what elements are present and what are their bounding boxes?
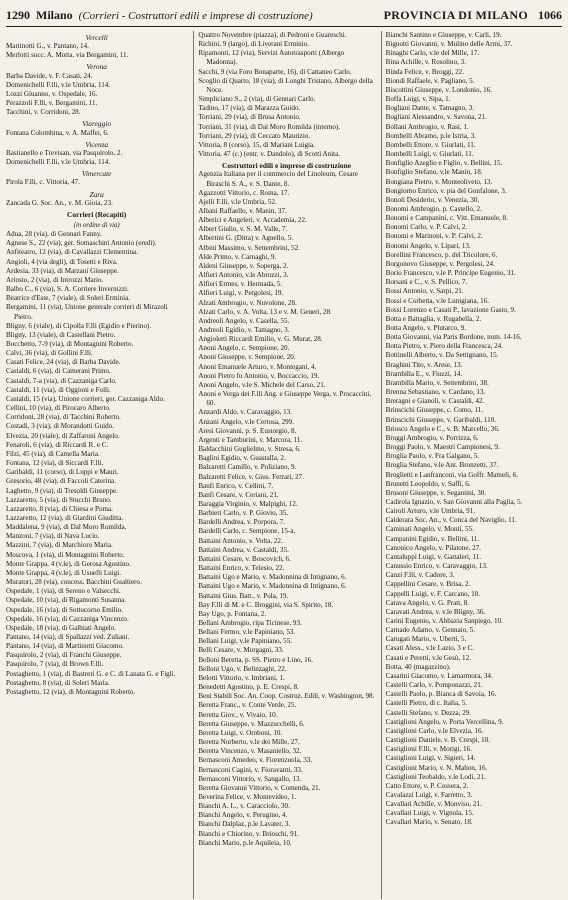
directory-entry: Bollani Ambrogio, v. Rasi, 1. <box>385 122 469 131</box>
directory-entry: Balbo C., 6 (via), S. A. Corriere Invernizzi. <box>6 285 129 294</box>
directory-entry: Tadino, 17 (via), di Marazza Guido. <box>198 104 301 113</box>
directory-entry: Boffa Luigi, v. Sipa, 1. <box>385 95 451 104</box>
directory-entry: Scoglio di Quarto, 18 (via), di Longhi Tristano, Albergo della Noce. <box>198 76 373 94</box>
directory-entry: Botta Giovanni, via Paris Bordone, num. 14-16. <box>385 333 522 342</box>
directory-entry: Beverina Felice, v. Montevideo, 1. <box>198 792 297 801</box>
page-header <box>6 8 562 27</box>
directory-entry: Bonomi e Campanini, c. Vitt. Emanuele, 8. <box>385 214 508 223</box>
directory-entry: Pasquirolo, 7 (via), di Brown F.lli. <box>6 660 104 669</box>
directory-entry: Barba Davide, v. F. Casati, 24. <box>6 71 93 80</box>
directory-entry: Pirola F.lli, c. Vittoria, 47. <box>6 178 80 187</box>
directory-entry: Cappelli Luigi, v. F. Carcano, 10. <box>385 589 480 598</box>
directory-entry: Botta, 40 (magazzino). <box>385 662 451 671</box>
directory-entry: Bonomi Ambrogio, p. Castello, 2. <box>385 204 482 213</box>
directory-entry: Belloni Beretta, p. SS. Pietro e Lino, 16. <box>198 655 313 664</box>
directory-entry: Pantano, 14 (via), di Martinotti Giacomo. <box>6 642 124 651</box>
directory-entry: Angioletti Riccardi Emilio, v. G. Murat, 28. <box>198 335 323 344</box>
directory-entry: Botta Angelo, v. Plutarco, 9. <box>385 324 466 332</box>
directory-entry: Cairoli Arturo, v.le Umbria, 91. <box>385 507 476 516</box>
directory-entry: Quattro Novembre (piazza), di Pedroni e Guareschi. <box>198 31 347 39</box>
directory-entry: Battaini Andrea, v. Castaldi, 35. <box>198 545 289 554</box>
directory-entry: Castelli Carlo, v. Pomponazzi, 21. <box>385 681 483 690</box>
directory-entry: Alfieri Antonio, v.le Abruzzi, 3. <box>198 271 289 280</box>
directory-entry: Calderara Soc. An., v. Conca del Naviglio, 11. <box>385 516 517 525</box>
directory-entry: Bombelli Ettore, v. Giurlati, 11. <box>385 140 476 149</box>
directory-entry: Bossi e Corbetta, v.le Lunigiana, 16. <box>385 296 490 305</box>
directory-entry: Bligny, 6 (viale), di Cipolla F.lli (Egidio e Pierino). <box>6 321 152 330</box>
directory-entry: Bocchetto, 7-9 (via), di Montagnini Roberto. <box>6 340 134 348</box>
directory-entry: Argenti e Tamburini, v. Marcora, 11. <box>198 435 303 444</box>
directory-entry: Bianchi Angelo, v. Perugino, 4. <box>198 811 288 820</box>
directory-entry: Brinscichi Giuseppe, v. Garibaldi, 110. <box>385 415 497 424</box>
directory-entry: Binda Felice, v. Broggi, 22. <box>385 67 465 76</box>
directory-entry: Elvezia, 20 (viale), di Zaffaroni Angelo. <box>6 431 120 440</box>
page-number: 1290 <box>6 8 30 22</box>
directory-entry: Bianchi Mario, p.le Aquileia, 10. <box>198 838 292 847</box>
directory-entry: Castaldi, 6 (via), di Camerani Primo. <box>6 367 111 376</box>
directory-entry: Torriani, 29 (via), di Brusa Antonio. <box>198 113 301 122</box>
listing-columns <box>6 31 562 899</box>
directory-entry: Fontana Colombina, v. A. Maffei, 6. <box>6 128 109 137</box>
section-heading: Vimercate <box>81 169 112 179</box>
directory-entry: Castelli Pietro, di c. Italia, 5. <box>385 699 468 708</box>
directory-entry: Broglia Paolo, v. Fra Galgano, 5. <box>385 452 480 461</box>
directory-entry: Pantano, 14 (via), di Spallazzi ved. Zuliani. <box>6 633 130 641</box>
directory-entry: Canonico Angelo, v. Pilatone, 27. <box>385 543 481 552</box>
directory-entry: Bongiana Pietro, v. Monteoliveto, 13. <box>385 177 493 186</box>
directory-entry: Bernasconi Cagini, v. Fioravanti, 33. <box>198 765 303 774</box>
directory-entry: Braghini Tito, v. Arese, 13. <box>385 360 463 369</box>
directory-entry: Adua, 28 (via), di Gennari Fanny. <box>6 230 102 239</box>
directory-entry: Alberici e Angeleri, v. Accademia, 22. <box>198 216 307 225</box>
directory-entry: Beretta Giov., v. Vivaio, 10. <box>198 710 278 719</box>
directory-entry: Bottinelli Alberto, v. Da Settignano, 15. <box>385 351 499 360</box>
directory-entry: Bonomi Angelo, v. Lipari, 13. <box>385 241 471 250</box>
directory-entry: Biondi Raffaele, v. Pagliano, 5. <box>385 76 475 85</box>
directory-entry: Gresorio, 48 (via), di Faccoli Caterina. <box>6 477 116 486</box>
directory-entry: Domenichelli F.lli, v.le Umbria, 114. <box>6 158 111 167</box>
directory-entry: Castiglioni F.lli, v. Morigi, 16. <box>385 745 472 754</box>
directory-entry: Agazzotti Vittorio, c. Roma, 17. <box>198 188 290 197</box>
directory-entry: Martinotti G., v. Pantano, 14. <box>6 42 89 51</box>
directory-entry: Torriani, 31 (via), di Dal Moro Romilda (interno). <box>198 122 341 131</box>
directory-entry: Belli Cesare, v. Morgagni, 33. <box>198 646 284 655</box>
directory-entry: Ospedale, 1 (via), di Sereno e Valsecchi. <box>6 587 121 596</box>
directory-entry: Bernasconi Vittorio, v. Sangallo, 13. <box>198 774 302 783</box>
directory-entry: Casati Aless., v.le Lazio, 3 e C. <box>385 644 475 653</box>
directory-entry: Anoni Emanuele Arturo, v. Montegani, 4. <box>198 362 317 371</box>
directory-entry: Bonfiglio Azeglio e Figlio, v. Bellini, 15. <box>385 159 503 168</box>
directory-entry: Lozzi Giuanno, v. Ospedale, 16. <box>6 89 98 98</box>
directory-entry: Bianchi A. L., v. Caracciolo, 30. <box>198 802 290 811</box>
directory-entry: Filzi, 45 (via), di Camella Maria. <box>6 449 100 458</box>
directory-entry: Ospedale, 10 (via), di Rigamonti Susanna. <box>6 596 127 605</box>
directory-entry: Castelli Stefano, v. Dezza, 29. <box>385 708 472 717</box>
directory-entry: Lazzaretto, 5 (via), di Stucchi Bruno. <box>6 495 112 504</box>
directory-entry: Beretta Luigi, v. Oroboni, 10. <box>198 728 283 737</box>
directory-entry: Bonomi Carlo, v. P. Calvi, 2. <box>385 223 468 232</box>
directory-entry: Monte Grappa, 4 (v.le), di Usuelli Luigi. <box>6 568 121 577</box>
section-heading: Vicenza <box>85 139 109 149</box>
directory-entry: Carini Eugenio, v. Abbazia Sanpiego, 10. <box>385 617 503 625</box>
directory-entry: Borio Francesco, v.le P. Principe Eugenio, 31. <box>385 269 516 278</box>
directory-entry: Casati e Peretti, v.le Gesù, 12. <box>385 653 471 662</box>
directory-entry: Beni Stabili Soc. An. Coop. Costruz. Edili, v. Washington, 98. <box>198 692 375 701</box>
directory-entry: Muratori, 28 (via), concess. Bacchini Gualtiero. <box>6 578 142 587</box>
directory-entry: Brunetti Leopoldo, v. Saffi, 6. <box>385 479 471 488</box>
directory-entry: Castiglioni Teobaldo, v.le Lodi, 21. <box>385 772 486 781</box>
directory-entry: Bellani Luigi, v.le Papiniano, 55. <box>198 637 293 646</box>
directory-entry: Beretta Vincenzo, v. Masaniello, 32. <box>198 747 302 756</box>
province-title: PROVINCIA DI MILANO <box>383 8 528 22</box>
directory-entry: Anoni Angelo, c. Sempione, 20. <box>198 344 290 353</box>
directory-entry: Castiglioni Carlo, v.le Elvezia, 16. <box>385 726 484 735</box>
directory-entry: Briosco Angelo e C., v. B. Marcello, 36. <box>385 424 500 433</box>
column-2 <box>193 31 374 899</box>
directory-entry: Sacchi, 9 (via Foro Bonaparte, 16), di Cattaneo Carlo. <box>198 67 352 76</box>
directory-entry: Castiglioni Angelo, v. Porta Vercellina, 9. <box>385 717 504 726</box>
directory-entry: Richini, 9 (largo), di Liverani Erminio. <box>198 40 309 49</box>
column-1 <box>6 31 187 899</box>
directory-entry: Bianchi e Chiorino, v. Brioschi, 91. <box>198 829 299 838</box>
directory-entry: Broglietti e Lanfranconi, via Goffr. Mameli, 6. <box>385 470 518 479</box>
section-heading: Viareggio <box>82 119 112 129</box>
directory-entry: Casarini Giacomo, v. Lamarmora, 34. <box>385 671 493 680</box>
column-3 <box>381 31 562 899</box>
directory-entry: Anzani Angelo, v.le Certosa, 299. <box>198 417 295 426</box>
directory-entry: Calvi, 36 (via), di Gollini F.lli. <box>6 349 93 358</box>
directory-entry: Beretta Giovanni Vittorio, v. Comenda, 21. <box>198 783 321 792</box>
directory-entry: Banfi Cesare, v. Ceriani, 21. <box>198 490 279 499</box>
directory-entry: Bonoli Desiderio, v. Venezia, 30. <box>385 195 480 204</box>
directory-entry: Simpliciano S., 2 (via), di Gennari Carlo. <box>198 95 316 104</box>
directory-entry: Bossi Lorenzo e Casati P., lavazione Gasto, 9. <box>385 305 516 314</box>
directory-entry: Bligny, 13 (viale), di Castellani Pietro. <box>6 330 116 339</box>
directory-entry: Andreoli Egidio, v. Tamagno, 3. <box>198 326 290 334</box>
directory-entry: Albani Raffaello, v. Manin, 37. <box>198 206 287 215</box>
directory-entry: Baraggia Virginio, v. Malpighi, 12. <box>198 499 298 508</box>
directory-entry: Garibaldi, 11 (corso), di Luppi e Mauri. <box>6 468 119 477</box>
directory-entry: Anfiteatro, 12 (via), di Cavallazzi Clementina. <box>6 248 138 257</box>
section-heading: Costruttori edili e imprese di costruzione <box>222 161 351 171</box>
directory-entry: Ajelli F.lli, v.le Umbria, 52. <box>198 197 277 206</box>
directory-entry: Corridoni, 28 (via), di Tacchini Roberto. <box>6 413 121 422</box>
directory-entry: Bianchi Dalplaz, p.le Lavater, 3. <box>198 820 291 829</box>
directory-entry: Laghetto, 9 (via), di Tresoldi Giuseppe. <box>6 486 118 495</box>
directory-entry: Bay F.lli di M. e C. Broggini, via S. Spirito, 18. <box>198 600 334 609</box>
directory-entry: Cavallari Achille, v. Monviso, 21. <box>385 800 482 809</box>
section-heading: Corrieri (Recapiti) <box>67 209 127 219</box>
directory-entry: Broggi Ambrogio, v. Porrizza, 6. <box>385 433 479 442</box>
directory-entry: Brusoni Giuseppe, v. Segantini, 30. <box>385 488 487 497</box>
directory-entry: Balzaretti Felice, v. Gius. Ferrari, 27. <box>198 472 304 481</box>
directory-entry: Domenichelli F.lli, v.le Umbria, 114. <box>6 80 111 89</box>
directory-entry: Bastianello e Trevisan, via Pasquirolo, 2. <box>6 148 123 157</box>
directory-entry: Andreoli Angelo, v. Casella, 55. <box>198 316 290 325</box>
directory-entry: Albertini G. (Ditta) v. Agnello, 5. <box>198 234 294 243</box>
directory-entry: Cavalazzi Luigi, v. Farretto, 3. <box>385 790 473 799</box>
directory-entry: Bardelli Carlo, c. Sempione, 15-a. <box>198 527 296 536</box>
directory-entry: Castiglioni Mario, v. N. Mahon, 16. <box>385 763 488 772</box>
directory-entry: Pasquirolo, 2 (via), di Franchi Giuseppe. <box>6 651 122 660</box>
directory-entry: Beretta Franc., v. Conte Verde, 25. <box>198 701 297 710</box>
directory-entry: Bellani Ambrogio, ripa Ticinese, 93. <box>198 619 302 627</box>
directory-entry: Campanini Egidio, v. Bellini, 11. <box>385 534 480 543</box>
directory-entry: Bernasconi Amedeo, v. Fiorenzuola, 33. <box>198 756 313 765</box>
directory-entry: Moscova, 1 (via), di Montagnini Roberto. <box>6 550 125 559</box>
directory-entry: Botta Pietro, v. Piero della Francesca, 24. <box>385 342 504 351</box>
directory-entry: Broggi Paolo, v. Maestri Campionesi, 9. <box>385 443 500 452</box>
directory-entry: Catto Ettore, v. P. Cossera, 2. <box>385 781 469 790</box>
directory-entry: Angioli, 4 (via degli), di Tosetti e Riva. <box>6 257 118 266</box>
directory-entry: Brenna Sebastiano, v. Cardano, 13. <box>385 388 486 397</box>
directory-entry: Fenaroli, 6 (via), di Riccardi R. e C. <box>6 440 109 449</box>
directory-entry: Bardelli Andrea, v. Porpora, 7. <box>198 518 285 527</box>
city-name: Milano <box>36 8 73 22</box>
directory-entry: Maddalena, 9 (via), di Dal Moro Romilda. <box>6 523 127 532</box>
directory-entry: Castiglioni Daniele, v. B. Crespi, 10. <box>385 736 491 745</box>
directory-entry: Ospedale, 18 (via), di Galbiati Angelo. <box>6 623 116 632</box>
directory-entry: Canussio Enrico, v. Caravaggio, 13. <box>385 562 488 571</box>
directory-entry: Castaldi, 7-a (via), di Cazzaniga Carlo. <box>6 376 117 385</box>
directory-entry: Lazzaretto, 8 (via), di Chiesa e Poma. <box>6 504 113 513</box>
section-heading: Zara <box>89 189 104 199</box>
page-subtitle: (Corrieri - Costruttori edili e imprese di costruzione) <box>78 10 313 22</box>
directory-entry: Castaldi, 15 (via), Unione corrieri, ger. Cazzaniga Aldo. <box>6 394 165 403</box>
directory-entry: Albert Giulio, v. S. M. Valle, 7. <box>198 225 288 234</box>
directory-entry: Aresi Giovanni, p. S. Eustorgio, 8. <box>198 426 297 435</box>
directory-entry: Castelli Paolo, p. Bianca di Savoia, 16. <box>385 690 497 699</box>
directory-entry: Zancada G. Soc. An., v. M. Gioia, 23. <box>6 198 113 207</box>
directory-entry: Bonfiglio Stefano, v.le Manin, 18. <box>385 168 483 177</box>
directory-entry: Canzi F.lli, v. Cadore, 3. <box>385 571 455 580</box>
directory-entry: Alzati Carlo, v. A. Volta, 13 e v. M. Generi, 28. <box>198 307 332 316</box>
directory-entry: Bongiorno Enrico, v. pia del Gonfalone, 3. <box>385 186 507 195</box>
directory-entry: Bignotti Giovanni, v. Mulino delle Armi, 37. <box>385 40 513 49</box>
directory-entry: Binaghi Carlo, v.le del Mille, 17. <box>385 49 480 58</box>
right-page-number: 1066 <box>538 8 562 22</box>
directory-entry: Belotti Vittorio, v. Imbriani, 1. <box>198 673 285 682</box>
directory-entry: Merlotti succ. A. Motta, via Bergamini, 11. <box>6 51 129 60</box>
directory-entry: Castaldi, 11 (via), di Oggioni e Folli. <box>6 385 111 394</box>
directory-entry: Breragni e Gianoli, v. Castaldi, 42. <box>385 397 485 406</box>
directory-entry: Beretta Norberto, v.le dei Mille, 27. <box>198 738 300 747</box>
directory-entry: Cappellini Cesare, v. Brisa, 2. <box>385 580 471 589</box>
directory-entry: Anzardi Aldo, v. Caravaggio, 13. <box>198 408 293 417</box>
directory-entry: Cavallari Mario, v. Senato, 18. <box>385 818 473 827</box>
directory-entry: Bombelli Luigi, v. Giurlati, 11. <box>385 150 474 159</box>
directory-entry: Borellini Francesco, p. del Tricolore, 6. <box>385 250 498 259</box>
directory-entry: Fontana, 12 (via), di Siccardi F.lli. <box>6 459 104 468</box>
directory-entry: Banfi Enrico, v. Cellini, 7. <box>198 481 274 490</box>
directory-entry: Perazzoli F.lli, v. Bergamini, 11. <box>6 99 98 108</box>
section-heading: (in ordine di via) <box>73 221 120 229</box>
directory-entry: Alde Primo, v. Carnaghi, 9. <box>198 252 277 261</box>
directory-entry: Brinscichi Giuseppe, c. Como, 11. <box>385 406 484 415</box>
directory-entry: Torriani, 29 (via), di Ceccato Maurizio. <box>198 131 311 140</box>
directory-entry: Anoni e Verga dei F.lli Ang. e Giuseppe Verga, v. Procaccini, 60. <box>198 390 372 408</box>
directory-entry: Caminati Angelo, v. Monti, 55. <box>385 525 474 534</box>
directory-entry: Bossi Antonio, v. Sarpi, 21. <box>385 287 464 296</box>
directory-entry: Castiglioni Luigi, v. Sigieri, 14. <box>385 754 476 763</box>
directory-entry: Bonomi e Marinoni, v. P. Calvi, 2. <box>385 232 483 241</box>
directory-entry: Brambilla Mario, v. Settembrini, 38. <box>385 378 489 387</box>
directory-entry: Battaini Cesare, v. Boscovich, 6. <box>198 554 291 563</box>
directory-entry: Broglia Stefano, v.le Ant. Bronzetti, 37. <box>385 461 499 470</box>
directory-entry: Battaini Ugo e Mario, v. Madonnina di Intignano, 6. <box>198 582 347 591</box>
directory-entry: Postaghetto, 12 (via), di Montagnini Roberto. <box>6 687 136 696</box>
directory-entry: Anoni Giuseppe, v. Sempione, 20. <box>198 353 296 362</box>
directory-entry: Manzoni, 7 (via), di Nava Lucio. <box>6 532 100 541</box>
section-heading: Vercelli <box>85 33 108 42</box>
directory-entry: Cadirola Ignazio, v. San Giovanni alla Paglia, 5. <box>385 497 523 506</box>
directory-entry: Mazzini, 7 (via), di Marchioro Maria. <box>6 541 113 550</box>
directory-entry: Barbieri Carlo, v. P. Giovio, 35. <box>198 509 289 518</box>
directory-entry: Biscottini Giuseppe, v. Londonio, 16. <box>385 85 492 94</box>
directory-entry: Baglini Egidio, v. Guastalla, 2. <box>198 454 286 463</box>
directory-entry: Battaini Gius. Batt., v. Pola, 19. <box>198 591 289 600</box>
directory-entry: Bina Achille, v. Rosolino, 3. <box>385 58 466 67</box>
directory-entry: Vittoria, 47 (c.) (entr. v. Dandolo), di Scotti Anita. <box>198 150 341 159</box>
directory-entry: Bergamini, 11 (via), Unione generale corrieri di Mirazoli Pietro. <box>6 303 168 321</box>
directory-entry: Albini Massimo, v. Settembrini, 52. <box>198 243 300 252</box>
directory-entry: Cavallari Luigi, v. Vignola, 15. <box>385 809 474 818</box>
directory-entry: Ripamonti, 12 (via), Servizi Autotrasporti (Albergo Madonna). <box>198 49 345 67</box>
directory-entry: Postaghetto, 1 (via), di Bastreri G. e C. di Lanata G. e Figli. <box>6 669 176 678</box>
directory-entry: Postaghetto, 8 (via), di Soleri Maria. <box>6 678 110 687</box>
directory-entry: Carugati Mario, v. Uberti, 5. <box>385 635 467 644</box>
directory-entry: Monte Grappa, 4 (v.le), di Gerosa Agostino. <box>6 559 131 568</box>
directory-entry: Costadi, 3 (via), di Morandotti Guido. <box>6 422 114 431</box>
directory-entry: Carnado Adamo, v. Gennaio, 5. <box>385 626 476 635</box>
directory-entry: Ariosto, 2 (via), di Introzzi Mario. <box>6 275 104 284</box>
directory-entry: Brambilla E., v. Fiuzzi, 14. <box>385 369 463 378</box>
directory-entry: Bombelli Abramo, p.le Istria, 3. <box>385 131 476 140</box>
directory-entry: Tacchini, v. Corridoni, 28. <box>6 108 81 117</box>
section-heading: Verona <box>86 62 107 72</box>
directory-entry: Bogliani Alessandro, v. Savona, 21. <box>385 113 487 122</box>
directory-entry: Carava Angelo, v. G. Pratt, 8. <box>385 598 470 607</box>
directory-entry: Benedetti Agostino, p. E. Crespi, 8. <box>198 683 299 692</box>
directory-entry: Cantaluppi Luigi, v. Gattaleri, 11. <box>385 552 482 561</box>
directory-entry: Bellani Fermo, v.le Papiniano, 53. <box>198 628 296 637</box>
directory-entry: Alfieri Ermes, v. Hermada, 5. <box>198 280 283 289</box>
directory-entry: Anoni Pietro fu Antonio, v. Boccaccio, 19. <box>198 371 320 380</box>
directory-entry: Botta e Battaglia, v. Rugabella, 2. <box>385 314 482 323</box>
directory-entry: Beatrice d'Este, 7 (viale), di Soleri Erminia. <box>6 294 130 303</box>
directory-entry: Casati Felice, 24 (via), di Barba Davide. <box>6 358 121 367</box>
directory-entry: Alfieri Luigi, v. Pergolesi, 19. <box>198 289 284 298</box>
directory-entry: Alzati Ambrogio, v. Nuvolone, 28. <box>198 298 297 307</box>
directory-entry: Borsani e C., v. S. Pellico, 7. <box>385 278 468 287</box>
directory-entry: Battaini Ugo e Mario, v. Madonnina di Intignano, 6. <box>198 573 347 582</box>
directory-entry: Agnese S., 22 (via), ger. Somaschini Antonio (eredi). <box>6 239 157 248</box>
directory-entry: Balzaretti Camillo, v. Poliziano, 9. <box>198 463 297 472</box>
directory-entry: Caravati Andrea, v. v.le Bligny, 36. <box>385 607 486 616</box>
directory-entry: Ardesia, 33 (via), di Marzani Giuseppe. <box>6 266 119 275</box>
directory-entry: Vittoria, 8 (corso), 15, di Mariani Luigia. <box>198 140 315 149</box>
directory-entry: Cellini, 10 (via), di Pirocaro Alberto. <box>6 404 111 413</box>
directory-entry: Ospedale, 16 (via), di Sottocorno Emilio. <box>6 605 124 614</box>
directory-entry: Agenzia Italiana per il commercio del Linoleum, Cesare Biraschi S. A., v. S. Dante, 8. <box>198 170 358 188</box>
directory-entry: Battaini Antonio, v. Volta, 22. <box>198 536 283 545</box>
directory-entry: Belloni Ugo, v. Belinzaghi, 22. <box>198 664 287 673</box>
directory-entry: Ospedale, 16 (via), di Cazzaniga Vincenzo. <box>6 614 129 623</box>
directory-entry: Beretta Giuseppe, v. Mazzucchelli, 6. <box>198 719 305 728</box>
directory-entry: Lazzaretto, 12 (via), di Giardini Giuditta. <box>6 513 124 522</box>
directory-entry: Battaini Enrico, v. Telesio, 22. <box>198 564 285 573</box>
directory-entry: Bogliani Dante, v. Tamagno, 3. <box>385 104 475 113</box>
directory-entry: Aldeni Giuseppe, v. Soperga, 2. <box>198 261 289 270</box>
directory-entry: Bay Ugo, p. Fontana, 2. <box>198 609 267 618</box>
directory-entry: Baldacchini Guglielmo, v. Stresa, 6. <box>198 445 301 454</box>
directory-entry: Anoni Angelo, v.le S. Michele del Carso, 21. <box>198 380 326 389</box>
directory-entry: Borgonovo Giuseppe, v. Pergolesi, 24. <box>385 259 495 268</box>
directory-entry: Bianchi Santino e Giuseppe, v. Carli, 19. <box>385 31 502 39</box>
